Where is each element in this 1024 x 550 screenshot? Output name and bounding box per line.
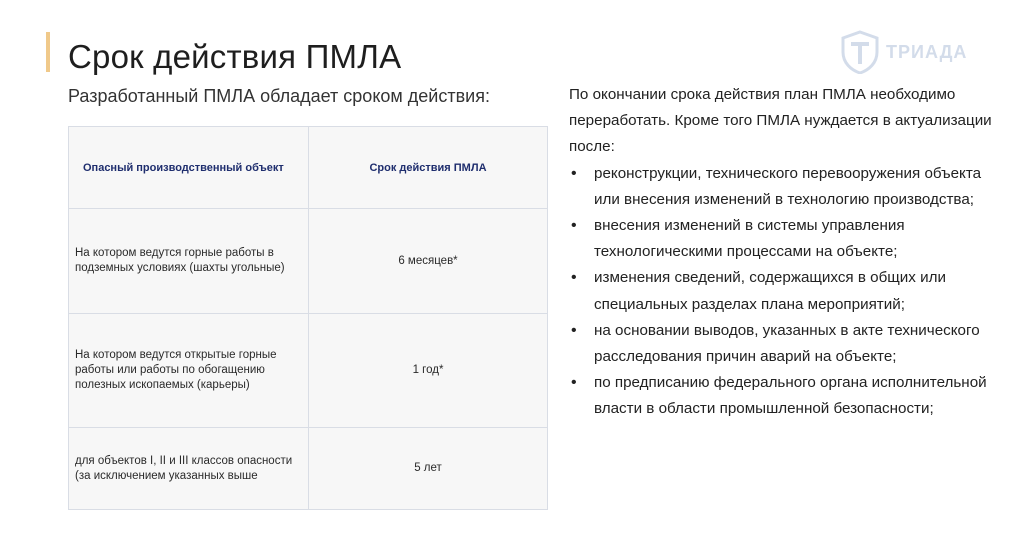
title-accent-bar bbox=[46, 32, 50, 72]
column-header-term: Срок действия ПМЛА bbox=[309, 127, 548, 209]
logo-text: ТРИАДА bbox=[886, 41, 968, 62]
table-row bbox=[69, 314, 548, 428]
object-cell: для объектов I, II и III классов опасности (за исключением указанных выше bbox=[69, 428, 309, 510]
shield-icon bbox=[840, 30, 880, 74]
table-row bbox=[69, 209, 548, 314]
page-title: Срок действия ПМЛА bbox=[68, 38, 402, 75]
list-item: • изменения сведений, содержащихся в общих или специальных разделах плана мероприятий; bbox=[569, 265, 999, 317]
term-cell: 6 месяцев* bbox=[309, 209, 548, 314]
update-conditions bbox=[569, 82, 999, 423]
object-cell: На котором ведутся горные работы в подземных условиях (шахты угольные) bbox=[69, 209, 309, 314]
company-logo bbox=[840, 28, 990, 76]
term-cell: 1 год* bbox=[309, 314, 548, 428]
list-item: • по предписанию федерального органа исполнительной власти в области промышленной безопасности; bbox=[569, 370, 999, 422]
object-cell: На котором ведутся открытые горные работы или работы по обогащению полезных ископаемых (карьеры) bbox=[69, 314, 309, 428]
list-item: • на основании выводов, указанных в акте технического расследования причин аварий на объекте; bbox=[569, 318, 999, 370]
list-item: • внесения изменений в системы управления технологическими процессами на объекте; bbox=[569, 213, 999, 265]
update-conditions-list bbox=[569, 161, 999, 423]
column-header-object: Опасный производственный объект bbox=[69, 127, 309, 209]
term-cell: 5 лет bbox=[309, 428, 548, 510]
list-item: • реконструкции, технического перевооружения объекта или внесения изменений в технологию производства; bbox=[569, 161, 999, 213]
update-intro: По окончании срока действия план ПМЛА необходимо переработать. Кроме того ПМЛА нуждается в актуализации после: bbox=[569, 86, 992, 156]
subtitle: Разработанный ПМЛА обладает сроком действия: bbox=[68, 86, 490, 106]
table-header-row bbox=[69, 127, 548, 209]
validity-table bbox=[68, 126, 548, 510]
table-row bbox=[69, 428, 548, 510]
